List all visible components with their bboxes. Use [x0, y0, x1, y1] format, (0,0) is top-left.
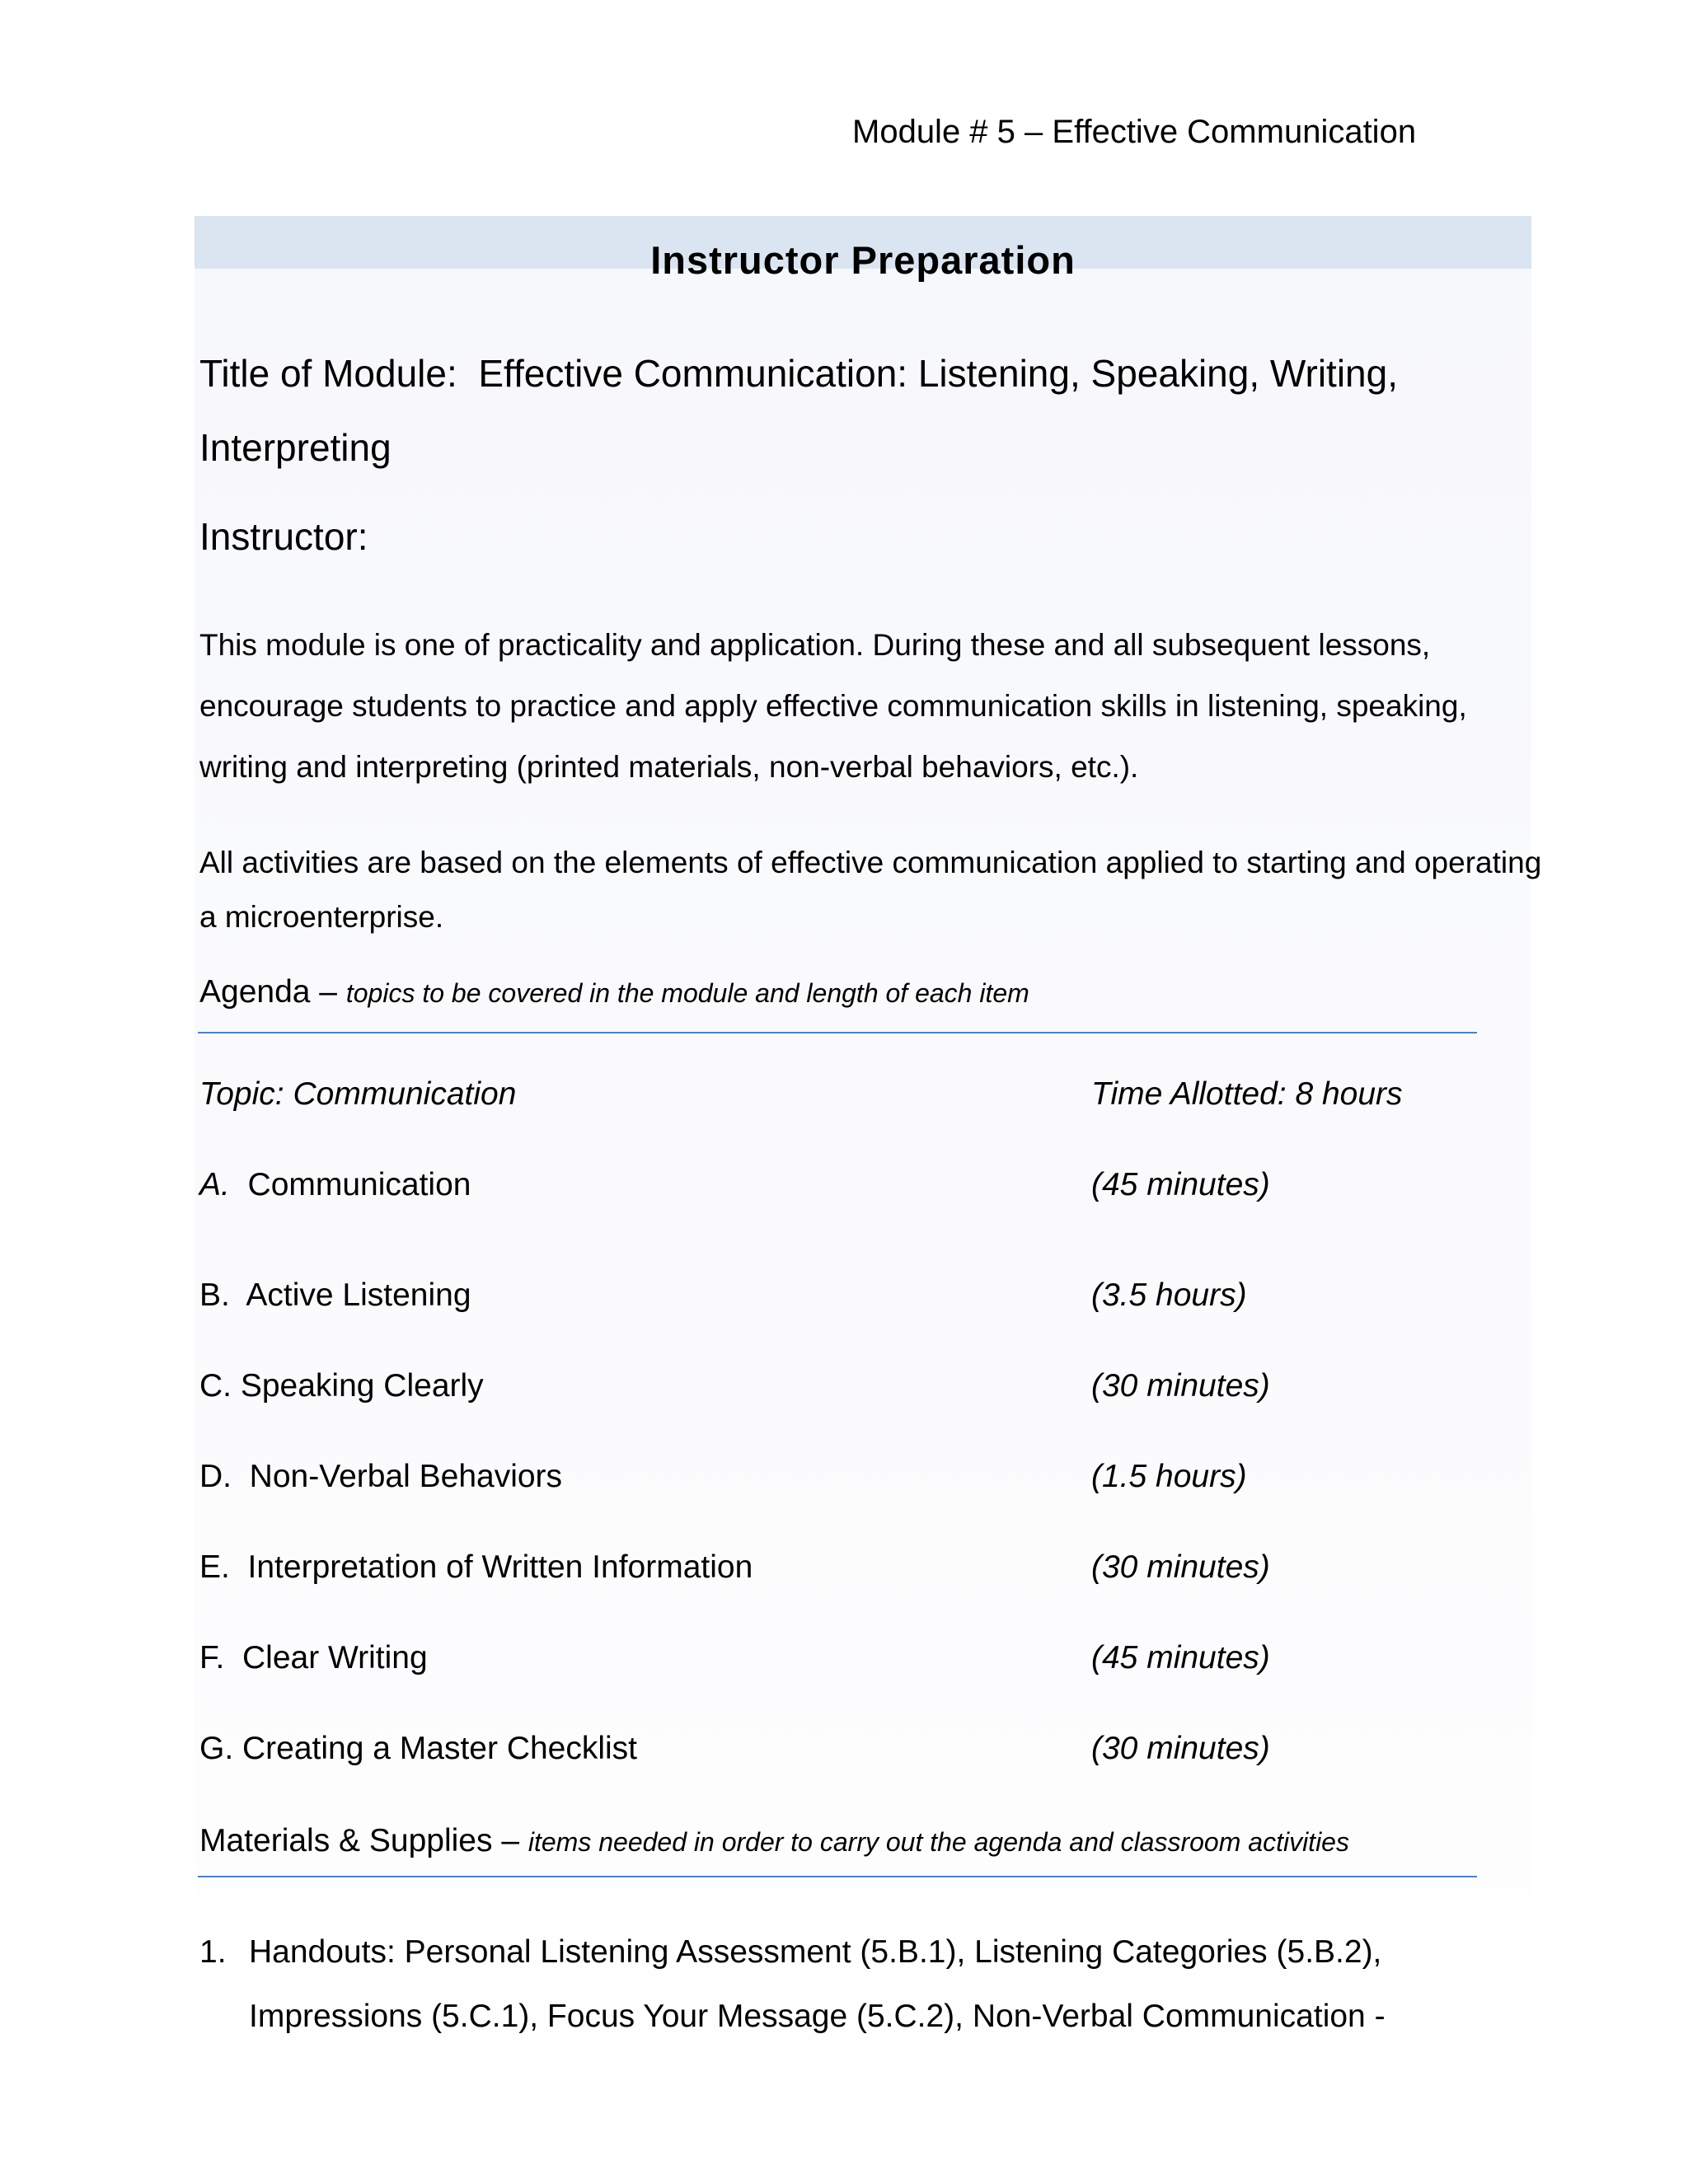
- materials-item-text: Handouts: Personal Listening Assessment (5.B.1), Listening Categories (5.B.2), Impressions (5.C.1), Focus Your Message (5.C.2), Non-Verbal Communication -: [249, 1934, 1386, 2034]
- agenda-topic-header: Topic: Communication: [199, 1076, 517, 1112]
- agenda-item-time: (45 minutes): [1091, 1640, 1270, 1675]
- agenda-heading-hint: topics to be covered in the module and length of each item: [345, 978, 1029, 1008]
- agenda-item-time: (1.5 hours): [1091, 1459, 1247, 1494]
- agenda-item-time: (3.5 hours): [1091, 1277, 1247, 1313]
- agenda-item: [199, 1167, 1518, 1203]
- agenda-header-row: [199, 1076, 1518, 1113]
- agenda-item-letter: D.: [199, 1459, 232, 1494]
- agenda-rule: [198, 1032, 1477, 1033]
- agenda-item-time: (45 minutes): [1091, 1167, 1270, 1202]
- materials-rule: [198, 1876, 1477, 1877]
- materials-heading-hint: items needed in order to carry out the agenda and classroom activities: [528, 1827, 1349, 1857]
- agenda-item-letter: G.: [199, 1731, 234, 1766]
- agenda-item-topic: Active Listening: [246, 1277, 471, 1313]
- banner-title: Instructor Preparation: [650, 238, 1076, 282]
- module-title-value: Effective Communication: Listening, Speaking, Writing, Interpreting: [199, 352, 1398, 469]
- agenda-item: [199, 1368, 1518, 1404]
- agenda-item-topic: Communication: [247, 1167, 471, 1202]
- agenda-item: [199, 1640, 1518, 1676]
- agenda-time-header: Time Allotted: 8 hours: [1091, 1076, 1403, 1112]
- agenda-item-topic: Non-Verbal Behaviors: [249, 1459, 563, 1494]
- intro-paragraph: This module is one of practicality and application. During these and all subsequent lessons, encourage students to practice and apply effective communication skills in listening, speaking, writing and interpreting (printed materials, non-verbal behaviors, etc.).: [199, 628, 1467, 784]
- agenda-heading-label: Agenda –: [199, 974, 337, 1010]
- page-background: [195, 269, 1531, 2184]
- agenda-item-time: (30 minutes): [1091, 1368, 1270, 1404]
- agenda-item: [199, 1549, 1518, 1586]
- agenda-item-letter: F.: [199, 1640, 225, 1675]
- instructor-label: Instructor:: [199, 515, 368, 558]
- agenda-heading: [199, 974, 1029, 1010]
- agenda-item-topic: Creating a Master Checklist: [242, 1731, 638, 1766]
- agenda-item-topic: Speaking Clearly: [240, 1368, 484, 1404]
- agenda-item-letter: E.: [199, 1549, 230, 1585]
- agenda-item-letter: C.: [199, 1368, 232, 1404]
- running-header: Module # 5 – Effective Communication: [852, 114, 1417, 150]
- agenda-item-time: (30 minutes): [1091, 1549, 1270, 1585]
- module-title: [199, 336, 1551, 485]
- agenda-item-topic: Interpretation of Written Information: [247, 1549, 753, 1585]
- agenda-item: [199, 1731, 1518, 1767]
- agenda-item-letter: B.: [199, 1277, 230, 1313]
- activities-paragraph: All activities are based on the elements of effective communication applied to starting and operating a microenterprise.: [199, 846, 1542, 934]
- agenda-item: [199, 1459, 1518, 1495]
- materials-item-number: 1.: [199, 1934, 227, 1970]
- agenda-item-letter: A.: [199, 1167, 230, 1202]
- agenda-item-topic: Clear Writing: [242, 1640, 428, 1675]
- materials-heading: [199, 1823, 1349, 1859]
- agenda-item: [199, 1277, 1518, 1314]
- module-title-label: Title of Module:: [199, 352, 457, 395]
- materials-heading-label: Materials & Supplies –: [199, 1823, 520, 1858]
- agenda-item-time: (30 minutes): [1091, 1731, 1270, 1766]
